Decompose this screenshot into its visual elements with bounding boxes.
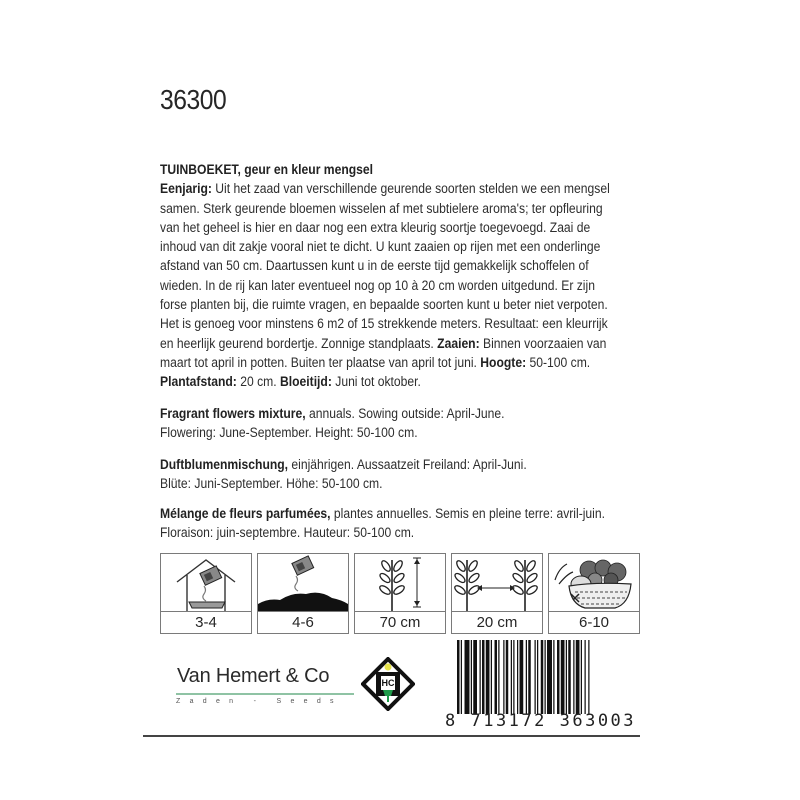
- dutch-line: afstand van 50 cm. Daartussen kunt u in de eerste tijd gemakkelijk schoffelen of: [160, 258, 589, 275]
- french-title: Mélange de fleurs parfumées,: [160, 506, 331, 522]
- product-code: 36300: [160, 84, 227, 115]
- german-title: Duftblumenmischung,: [160, 457, 289, 473]
- icon-label: 4-6: [292, 614, 314, 631]
- dutch-line: inhoud van dit zakje vooral niet te dicht. U kunt zaaien op rijen met een onderlinge: [160, 239, 601, 256]
- brand-logo: [361, 657, 415, 711]
- svg-text:HC: HC: [381, 678, 395, 688]
- harvest-basket-icon: [549, 554, 639, 612]
- icon-label: 3-4: [195, 614, 217, 631]
- icon-box-harvest: [548, 553, 640, 634]
- icon-box-plant-height: [354, 553, 446, 634]
- sow-indoors-icon: [161, 554, 251, 612]
- dutch-description: [160, 161, 686, 393]
- dutch-line: en heerlijk geurend bordertje. Zonnige standplaats. Zaaien: Binnen voorzaaien van: [160, 335, 607, 352]
- icon-box-sow-outdoors: [257, 553, 349, 634]
- icon-box-sow-indoors: [160, 553, 252, 634]
- barcode-digits: 8 713172 363003: [445, 711, 637, 731]
- dutch-line: samen. Sterk geurende bloemen wisselen af met subtielere aroma's; ter opfleuring: [160, 200, 603, 217]
- dutch-line: Eenjarig: Uit het zaad van verschillende geurende soorten stelden we een mengsel: [160, 181, 610, 198]
- dutch-line: Plantafstand: 20 cm. Bloeitijd: Juni tot oktober.: [160, 374, 421, 391]
- icon-box-plant-spacing: [451, 553, 543, 634]
- plant-spacing-icon: [452, 554, 542, 612]
- french-description: Mélange de fleurs parfumées, plantes annuelles. Semis en pleine terre: avril-juin. Floraison: juin-septembre. Hauteur: 50-100 cm.: [160, 506, 605, 542]
- icon-label: 70 cm: [379, 614, 421, 631]
- brand-name: Van Hemert & Co: [177, 665, 330, 687]
- dutch-line: maart tot april in potten. Buiten ter plaatse van april tot juni. Hoogte: 50-100 cm.: [160, 354, 591, 371]
- english-title: Fragrant flowers mixture,: [160, 406, 306, 422]
- dutch-line: wieden. In de rij kan later eventueel nog op 10 à 20 cm worden uitgedund. Er zijn: [160, 277, 595, 294]
- sow-outdoors-icon: [258, 554, 348, 612]
- english-description: Fragrant flowers mixture, annuals. Sowing outside: April-June. Flowering: June-September. Height: 50-100 cm.: [160, 406, 505, 442]
- dutch-line: Het is genoeg voor minstens 6 m2 of 15 strekkende meters. Resultaat: een kleurrijk: [160, 316, 608, 333]
- icon-label: 6-10: [578, 614, 610, 631]
- dutch-line: van het geheel is hier en daar nog een extra kleurig soortje toegevoegd. Zaai de: [160, 219, 591, 236]
- growing-info-icons: [160, 553, 640, 634]
- brand-underline: [176, 693, 354, 695]
- plant-height-icon: [355, 554, 445, 612]
- dutch-line: forse planten bij, die ruimte vragen, en bepaalde soorten kunt u beter niet verpoten.: [160, 297, 608, 314]
- dutch-title: TUINBOEKET, geur en kleur mengsel: [160, 162, 374, 178]
- barcode: [457, 640, 640, 714]
- icon-label: 20 cm: [476, 614, 518, 631]
- bottom-divider: [143, 735, 640, 737]
- brand-tagline: Zaden - Seeds: [176, 698, 343, 705]
- german-description: Duftblumenmischung, einjährigen. Aussaatzeit Freiland: April-Juni. Blüte: Juni-September. Höhe: 50-100 cm.: [160, 457, 527, 493]
